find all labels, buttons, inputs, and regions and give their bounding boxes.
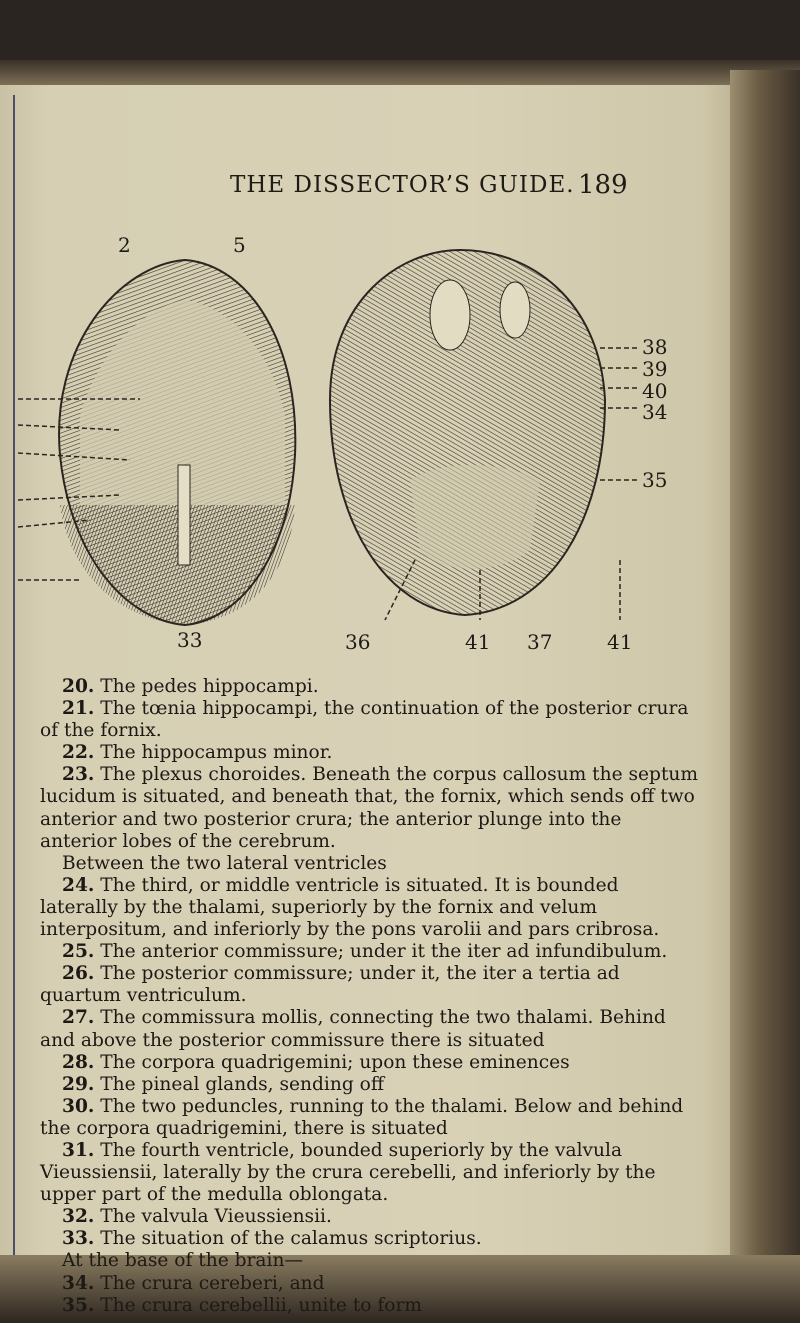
figure-label-34: 34	[642, 400, 668, 424]
paragraph-number: 28.	[62, 1051, 95, 1073]
paragraph	[40, 764, 700, 852]
paragraph	[40, 1295, 700, 1317]
paragraph-number: 32.	[62, 1206, 95, 1228]
paragraph-text: The commissura mollis, connecting the two thalami. Behind and above the posterior commissure there is situated	[40, 1007, 666, 1051]
paragraph	[40, 941, 700, 963]
figure-label-33: 33	[177, 628, 203, 652]
paragraph-text: The pineal glands, sending off	[94, 1073, 385, 1095]
paragraph-text: The posterior commissure; under it, the iter a tertia ad quartum ventriculum.	[40, 963, 620, 1007]
body-text	[40, 676, 700, 1317]
paragraph-text: The valvula Vieussiensii.	[94, 1206, 332, 1228]
paragraph-text: The fourth ventricle, bounded superiorly by the valvula Vieussiensii, laterally by the crura cerebelli, and inferiorly by the upper part of the medulla oblongata.	[40, 1139, 656, 1206]
paragraph	[40, 1140, 700, 1206]
figure-label-5: 5	[233, 233, 246, 257]
paragraph-number: 23.	[62, 764, 95, 786]
paragraph-number: 21.	[62, 698, 95, 720]
paragraph-text: The third, or middle ventricle is situated. It is bounded laterally by the thalami, superiorly by the fornix and velum interpositum, and inferiorly by the pons varolii and pars cribrosa.	[40, 874, 660, 941]
paragraph-text: The corpora quadrigemini; upon these eminences	[94, 1051, 570, 1073]
figure-brain-ventricles	[0, 225, 300, 652]
brain-ventricles-illustration	[0, 225, 300, 645]
paragraph-text: The plexus choroides. Beneath the corpus callosum the septum lucidum is situated, and beneath that, the fornix, which sends off two anterior and two posterior crura; the anterior plunge into the anterior lobes of the cerebrum.	[40, 764, 699, 852]
paragraph-number: 30.	[62, 1095, 95, 1117]
paragraph-text: The hippocampus minor.	[94, 742, 333, 764]
running-title: THE DISSECTOR’S GUIDE.	[230, 172, 575, 198]
paragraph-text: The two peduncles, running to the thalami. Below and behind the corpora quadrigemini, there is situated	[40, 1095, 684, 1139]
paragraph-number: 22.	[62, 742, 95, 764]
figure-label-38: 38	[642, 335, 668, 359]
paragraph	[40, 1228, 700, 1250]
paragraph-text: The pedes hippocampi.	[94, 676, 319, 697]
paragraph-number: 25.	[62, 941, 95, 963]
page-header	[0, 172, 730, 208]
paragraph-text: The tœnia hippocampi, the continuation of the posterior crura of the fornix.	[40, 698, 689, 742]
page-number: 189	[578, 170, 628, 200]
paragraph-number: 20.	[62, 676, 95, 697]
paragraph-number: 24.	[62, 874, 95, 896]
page-stack-edge	[730, 70, 800, 1280]
figure-label-39: 39	[642, 357, 668, 381]
paragraph-number: 29.	[62, 1073, 95, 1095]
paragraph-number: 31.	[62, 1139, 95, 1161]
paragraph	[40, 1052, 700, 1074]
paragraph-text: The crura cereberi, and	[94, 1272, 325, 1294]
figure-brain-base	[300, 230, 730, 654]
figure-label-37: 37	[527, 630, 553, 654]
paragraph-number: 33.	[62, 1228, 95, 1250]
paragraph-text: The anterior commissure; under it the iter ad infundibulum.	[94, 941, 668, 963]
paragraph	[40, 1206, 700, 1228]
brain-base-illustration	[300, 230, 730, 650]
paragraph	[40, 1273, 700, 1295]
figure-label-35: 35	[642, 468, 668, 492]
paragraph	[40, 963, 700, 1007]
paragraph	[40, 1074, 700, 1096]
paragraph	[40, 1250, 700, 1272]
paragraph	[40, 698, 700, 742]
paragraph-number: 35.	[62, 1294, 95, 1316]
paragraph-text: The situation of the calamus scriptorius.	[94, 1228, 482, 1250]
paragraph-text: Between the two lateral ventricles	[62, 852, 387, 874]
figure-label-41: 41	[465, 630, 491, 654]
paragraph-number: 34.	[62, 1272, 95, 1294]
paragraph-text: The crura cerebellii, unite to form	[94, 1294, 423, 1316]
paragraph	[40, 1007, 700, 1051]
paragraph	[40, 875, 700, 941]
paragraph	[40, 853, 700, 875]
paragraph	[40, 1096, 700, 1140]
figure-label-36: 36	[345, 630, 371, 654]
paragraph-text: At the base of the brain—	[62, 1250, 304, 1272]
paragraph-number: 26.	[62, 963, 95, 985]
figure-label-41b: 41	[607, 630, 633, 654]
figure-label-40: 40	[642, 379, 668, 403]
figure-label-2: 2	[118, 233, 131, 257]
paragraph	[40, 742, 700, 764]
paragraph	[40, 676, 700, 698]
paragraph-number: 27.	[62, 1007, 95, 1029]
